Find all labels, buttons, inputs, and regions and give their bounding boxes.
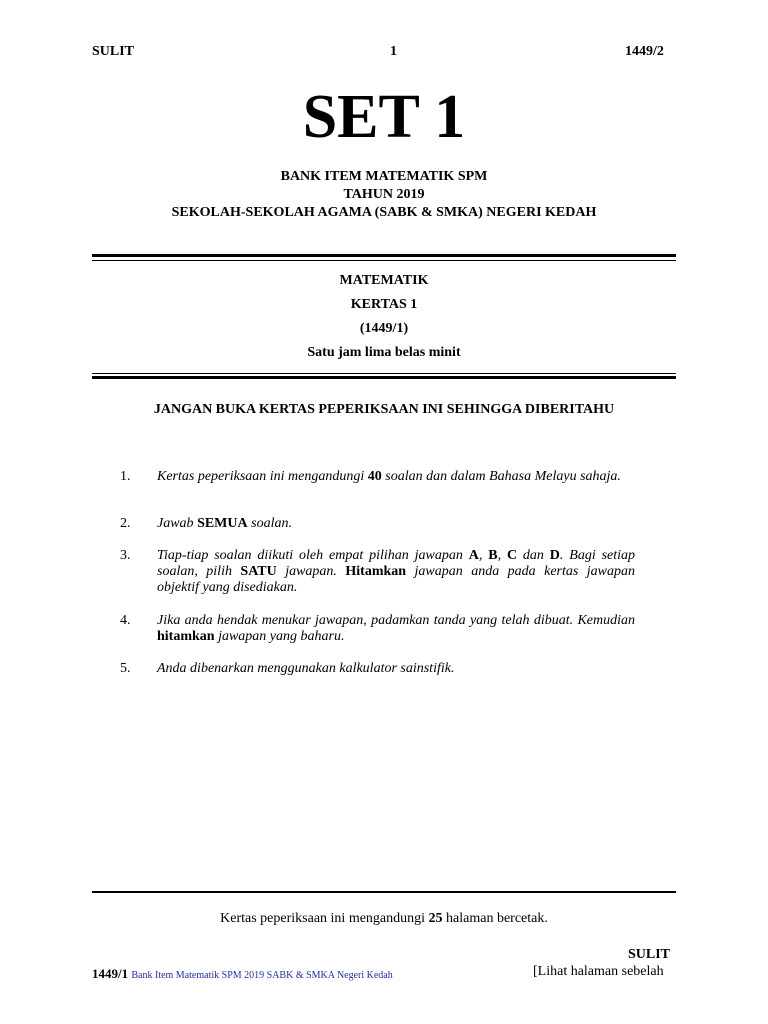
instruction-number: 5. [120,661,131,676]
paper-code: (1449/1) [359,321,409,336]
subtitle-line-2: TAHUN 2019 [343,187,425,202]
instruction-number: 3. [120,548,131,563]
header-sulit: SULIT [92,44,135,59]
subtitle-line-3: SEKOLAH-SEKOLAH AGAMA (SABK & SMKA) NEGERI KEDAH [171,205,597,220]
instruction-number: 1. [120,469,131,484]
page-number: 1 [390,44,397,59]
paper-number: KERTAS 1 [350,297,418,312]
divider-top-thin [92,260,676,261]
divider-top-thick [92,254,676,257]
divider-bottom-thin [92,373,676,374]
divider-bottom-thick [92,376,676,379]
footer-code-source [92,966,393,982]
footer-source: Bank Item Matematik SPM 2019 SABK & SMKA Negeri Kedah [131,970,393,981]
set-title: SET 1 [302,83,466,151]
instruction-text: Jawab SEMUA soalan. [157,516,292,531]
paper-duration: Satu jam lima belas minit [307,345,461,360]
footer-sulit: SULIT [628,947,671,962]
subtitle-line-1: BANK ITEM MATEMATIK SPM [280,169,488,184]
next-page-note: [Lihat halaman sebelah [533,964,664,979]
instruction-text: Anda dibenarkan menggunakan kalkulator sainstifik. [157,661,455,676]
instruction-text: Jika anda hendak menukar jawapan, padamkan tanda yang telah dibuat. Kemudian hitamkan jawapan yang baharu. [157,613,635,644]
instruction-text: Kertas peperiksaan ini mengandungi 40 soalan dan dalam Bahasa Melayu sahaja. [157,469,621,484]
instruction-number: 4. [120,613,131,628]
warning-text: JANGAN BUKA KERTAS PEPERIKSAAN INI SEHINGGA DIBERITAHU [153,402,615,417]
header-code: 1449/2 [625,44,664,59]
instruction-text: Tiap-tiap soalan diikuti oleh empat pilihan jawapan A, B, C dan D. Bagi setiap soalan, pilih SATU jawapan. Hitamkan jawapan anda pada kertas jawapan objektif yang disediakan. [157,548,636,595]
page-count-note: Kertas peperiksaan ini mengandungi 25 halaman bercetak. [220,911,548,926]
instruction-number: 2. [120,516,131,531]
footer-divider [92,891,676,893]
subject-name: MATEMATIK [339,273,429,288]
footer-code: 1449/1 [92,966,129,981]
